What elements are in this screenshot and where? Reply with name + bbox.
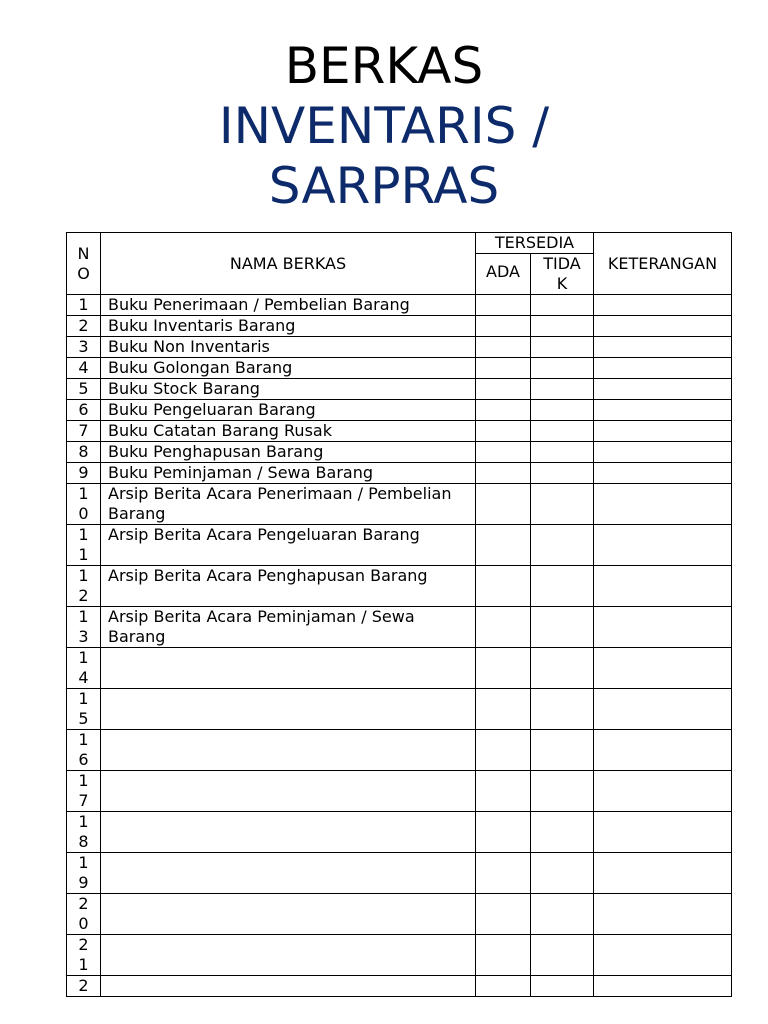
row-no: 20 [67,894,101,935]
table-row [67,525,732,566]
row-nama-berkas [101,812,476,853]
row-nama-berkas: Buku Pengeluaran Barang [101,400,476,421]
row-ada-cell [476,484,531,525]
row-nama-berkas: Buku Non Inventaris [101,337,476,358]
row-keterangan-cell [594,295,732,316]
table-row [67,566,732,607]
header-nama-berkas: NAMA BERKAS [101,233,476,295]
row-nama-berkas [101,894,476,935]
row-no: 21 [67,935,101,976]
row-keterangan-cell [594,771,732,812]
row-nama-berkas: Buku Penerimaan / Pembelian Barang [101,295,476,316]
row-ada-cell [476,607,531,648]
row-keterangan-cell [594,421,732,442]
row-ada-cell [476,337,531,358]
table-row [67,421,732,442]
row-ada-cell [476,730,531,771]
berkas-table [66,232,732,997]
row-no: 17 [67,771,101,812]
row-ada-cell [476,295,531,316]
row-ada-cell [476,771,531,812]
row-tidak-cell [531,316,594,337]
row-no: 11 [67,525,101,566]
row-ada-cell [476,379,531,400]
row-no: 10 [67,484,101,525]
row-tidak-cell [531,812,594,853]
row-no: 5 [67,379,101,400]
row-tidak-cell [531,976,594,997]
row-keterangan-cell [594,976,732,997]
row-tidak-cell [531,358,594,379]
row-tidak-cell [531,853,594,894]
row-keterangan-cell [594,358,732,379]
row-tidak-cell [531,421,594,442]
title-line-2: INVENTARIS / [218,97,550,155]
row-tidak-cell [531,894,594,935]
row-keterangan-cell [594,337,732,358]
row-ada-cell [476,894,531,935]
table-row [67,894,732,935]
row-nama-berkas: Buku Penghapusan Barang [101,442,476,463]
title-line-3: SARPRAS [268,157,500,215]
row-no: 4 [67,358,101,379]
row-nama-berkas: Buku Inventaris Barang [101,316,476,337]
row-ada-cell [476,525,531,566]
row-no: 19 [67,853,101,894]
row-nama-berkas: Arsip Berita Acara Penerimaan / Pembelian Barang [101,484,476,525]
row-no: 2 [67,316,101,337]
table-row [67,484,732,525]
row-keterangan-cell [594,812,732,853]
row-nama-berkas: Arsip Berita Acara Pengeluaran Barang [101,525,476,566]
row-tidak-cell [531,730,594,771]
table-row [67,976,732,997]
title-line-1: BERKAS [284,37,484,95]
row-nama-berkas [101,935,476,976]
row-nama-berkas [101,689,476,730]
row-ada-cell [476,421,531,442]
table-row [67,771,732,812]
table-row [67,463,732,484]
table-row [67,648,732,689]
row-keterangan-cell [594,853,732,894]
row-ada-cell [476,566,531,607]
row-tidak-cell [531,337,594,358]
row-ada-cell [476,400,531,421]
row-ada-cell [476,689,531,730]
table-row [67,730,732,771]
row-ada-cell [476,358,531,379]
row-tidak-cell [531,566,594,607]
table-row [67,400,732,421]
row-nama-berkas [101,771,476,812]
row-no: 1 [67,295,101,316]
header-no: NO [67,233,101,295]
row-no: 13 [67,607,101,648]
row-tidak-cell [531,484,594,525]
header-ada: ADA [476,254,531,295]
row-tidak-cell [531,689,594,730]
row-tidak-cell [531,400,594,421]
row-no: 14 [67,648,101,689]
table-row [67,442,732,463]
row-ada-cell [476,935,531,976]
table-row [67,812,732,853]
row-keterangan-cell [594,525,732,566]
row-nama-berkas: Buku Stock Barang [101,379,476,400]
row-nama-berkas [101,976,476,997]
row-nama-berkas: Buku Golongan Barang [101,358,476,379]
row-no: 9 [67,463,101,484]
row-keterangan-cell [594,894,732,935]
row-keterangan-cell [594,316,732,337]
row-ada-cell [476,463,531,484]
table-row [67,379,732,400]
row-ada-cell [476,976,531,997]
header-tidak: TIDAK [531,254,594,295]
row-tidak-cell [531,442,594,463]
table-row [67,358,732,379]
row-no: 12 [67,566,101,607]
row-no: 8 [67,442,101,463]
row-keterangan-cell [594,648,732,689]
row-nama-berkas: Arsip Berita Acara Peminjaman / Sewa Barang [101,607,476,648]
row-no: 18 [67,812,101,853]
row-nama-berkas: Arsip Berita Acara Penghapusan Barang [101,566,476,607]
row-nama-berkas [101,730,476,771]
table-row [67,689,732,730]
header-keterangan: KETERANGAN [594,233,732,295]
row-nama-berkas [101,648,476,689]
row-keterangan-cell [594,379,732,400]
table-body [67,295,732,997]
table-row [67,607,732,648]
row-tidak-cell [531,295,594,316]
row-no: 2 [67,976,101,997]
row-keterangan-cell [594,689,732,730]
row-tidak-cell [531,771,594,812]
table-row [67,853,732,894]
row-keterangan-cell [594,730,732,771]
row-tidak-cell [531,607,594,648]
row-no: 15 [67,689,101,730]
row-ada-cell [476,442,531,463]
row-nama-berkas [101,853,476,894]
row-keterangan-cell [594,400,732,421]
row-nama-berkas: Buku Catatan Barang Rusak [101,421,476,442]
row-no: 3 [67,337,101,358]
table-row [67,316,732,337]
row-no: 6 [67,400,101,421]
row-nama-berkas: Buku Peminjaman / Sewa Barang [101,463,476,484]
row-tidak-cell [531,648,594,689]
row-tidak-cell [531,935,594,976]
row-no: 16 [67,730,101,771]
row-tidak-cell [531,525,594,566]
row-ada-cell [476,648,531,689]
row-keterangan-cell [594,935,732,976]
row-ada-cell [476,812,531,853]
row-keterangan-cell [594,566,732,607]
row-ada-cell [476,316,531,337]
table-row [67,295,732,316]
table-row [67,337,732,358]
row-keterangan-cell [594,484,732,525]
row-keterangan-cell [594,442,732,463]
row-keterangan-cell [594,607,732,648]
row-tidak-cell [531,379,594,400]
row-no: 7 [67,421,101,442]
header-tersedia: TERSEDIA [476,233,594,254]
row-ada-cell [476,853,531,894]
row-tidak-cell [531,463,594,484]
table-row [67,935,732,976]
row-keterangan-cell [594,463,732,484]
